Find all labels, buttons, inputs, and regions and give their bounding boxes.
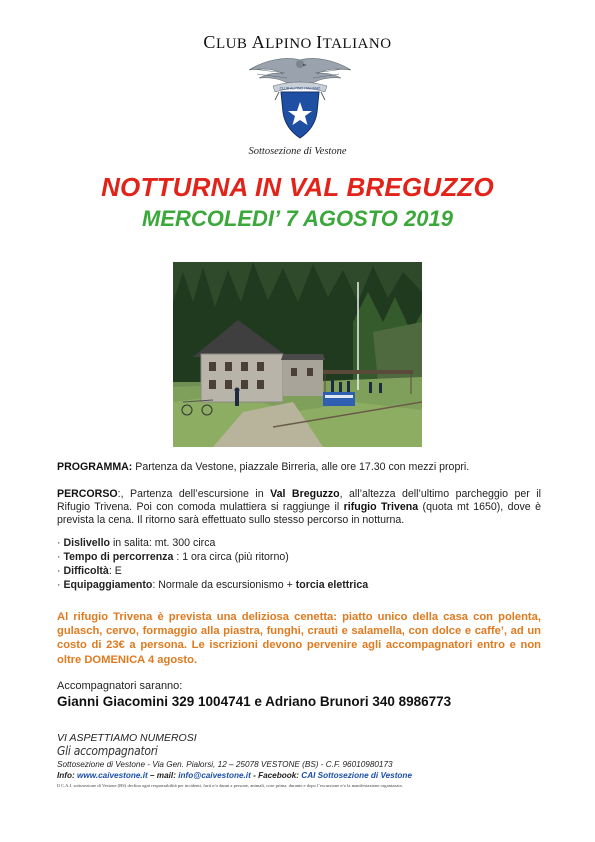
detail-dislivello: · Dislivello in salita: mt. 300 circa [57,537,216,549]
footer-disclaimer: Il C.A.I. sottosezione di Vestone (BS) declina ogni responsabilità per incidenti, furti e/o danni a persone, animali, cose prima, durante e dopo l’escursione e/o la manifestazione organizzata. [57,783,403,788]
programma-label: PROGRAMMA: [57,461,133,473]
website-link[interactable]: www.caivestone.it [77,771,148,780]
cena-paragraph: Al rifugio Trivena è prevista una deliziosa cenetta: piatto unico della casa con polenta, gulasch, cervo, formaggio alla piastra, funghi, crauti e salamella, con dolce e caffe’, ad un costo di 23€ a persona. Le iscrizioni devono pervenire agli accompagnatori entro e non oltre DOMENICA 4 agosto. [57,611,541,666]
accompagnatori-label: Accompagnatori saranno: [57,680,183,692]
programma-paragraph [57,461,541,474]
percorso-paragraph: PERCORSO:, Partenza dell’escursione in Val Breguzzo, all’altezza dell’ultimo parcheggio per il Rifugio Trivena. Poi con comoda mulattiera si raggiunge il rifugio Trivena (quota mt 1650), dove è prevista la cena. Il ritorno sarà effettuato sullo stesso percorso in notturna. [57,488,541,526]
details-list [57,536,541,592]
footer-contacts: Info: www.caivestone.it – mail: info@caivestone.it - Facebook: CAI Sottosezione di Vestone [57,771,412,780]
event-title: NOTTURNA IN VAL BREGUZZO [101,172,494,202]
programma-text: Partenza da Vestone, piazzale Birreria, alle ore 17.30 con mezzi propri. [132,461,470,473]
logo-ribbon-text: CLUB ALPINO ITALIANO [279,86,321,91]
event-date: MERCOLEDI’ 7 AGOSTO 2019 [142,206,453,231]
percorso-label: PERCORSO [57,488,118,500]
accompagnatori-names: Gianni Giacomini 329 1004741 e Adriano Brunori 340 8986773 [57,694,452,709]
facebook-link[interactable]: CAI Sottosezione di Vestone [301,771,412,780]
club-name: CLUB ALPINO ITALIANO [203,32,392,52]
sottosezione-label: Sottosezione di Vestone [248,146,347,157]
signature: Gli accompagnatori [57,744,158,758]
rifugio-photo [173,262,422,447]
email-link[interactable]: info@caivestone.it [178,771,251,780]
detail-tempo: · Tempo di percorrenza : 1 ora circa (più ritorno) [57,551,289,563]
footer-address: Sottosezione di Vestone - Via Gen. Pialorsi, 12 – 25078 VESTONE (BS) - C.F. 96010980173 [57,760,393,769]
detail-difficolta: · Difficoltà: E [57,565,122,577]
cai-logo [245,52,355,142]
closing-text: VI ASPETTIAMO NUMEROSI [57,732,197,744]
detail-equipaggiamento: · Equipaggiamento: Normale da escursionismo + torcia elettrica [57,579,369,591]
